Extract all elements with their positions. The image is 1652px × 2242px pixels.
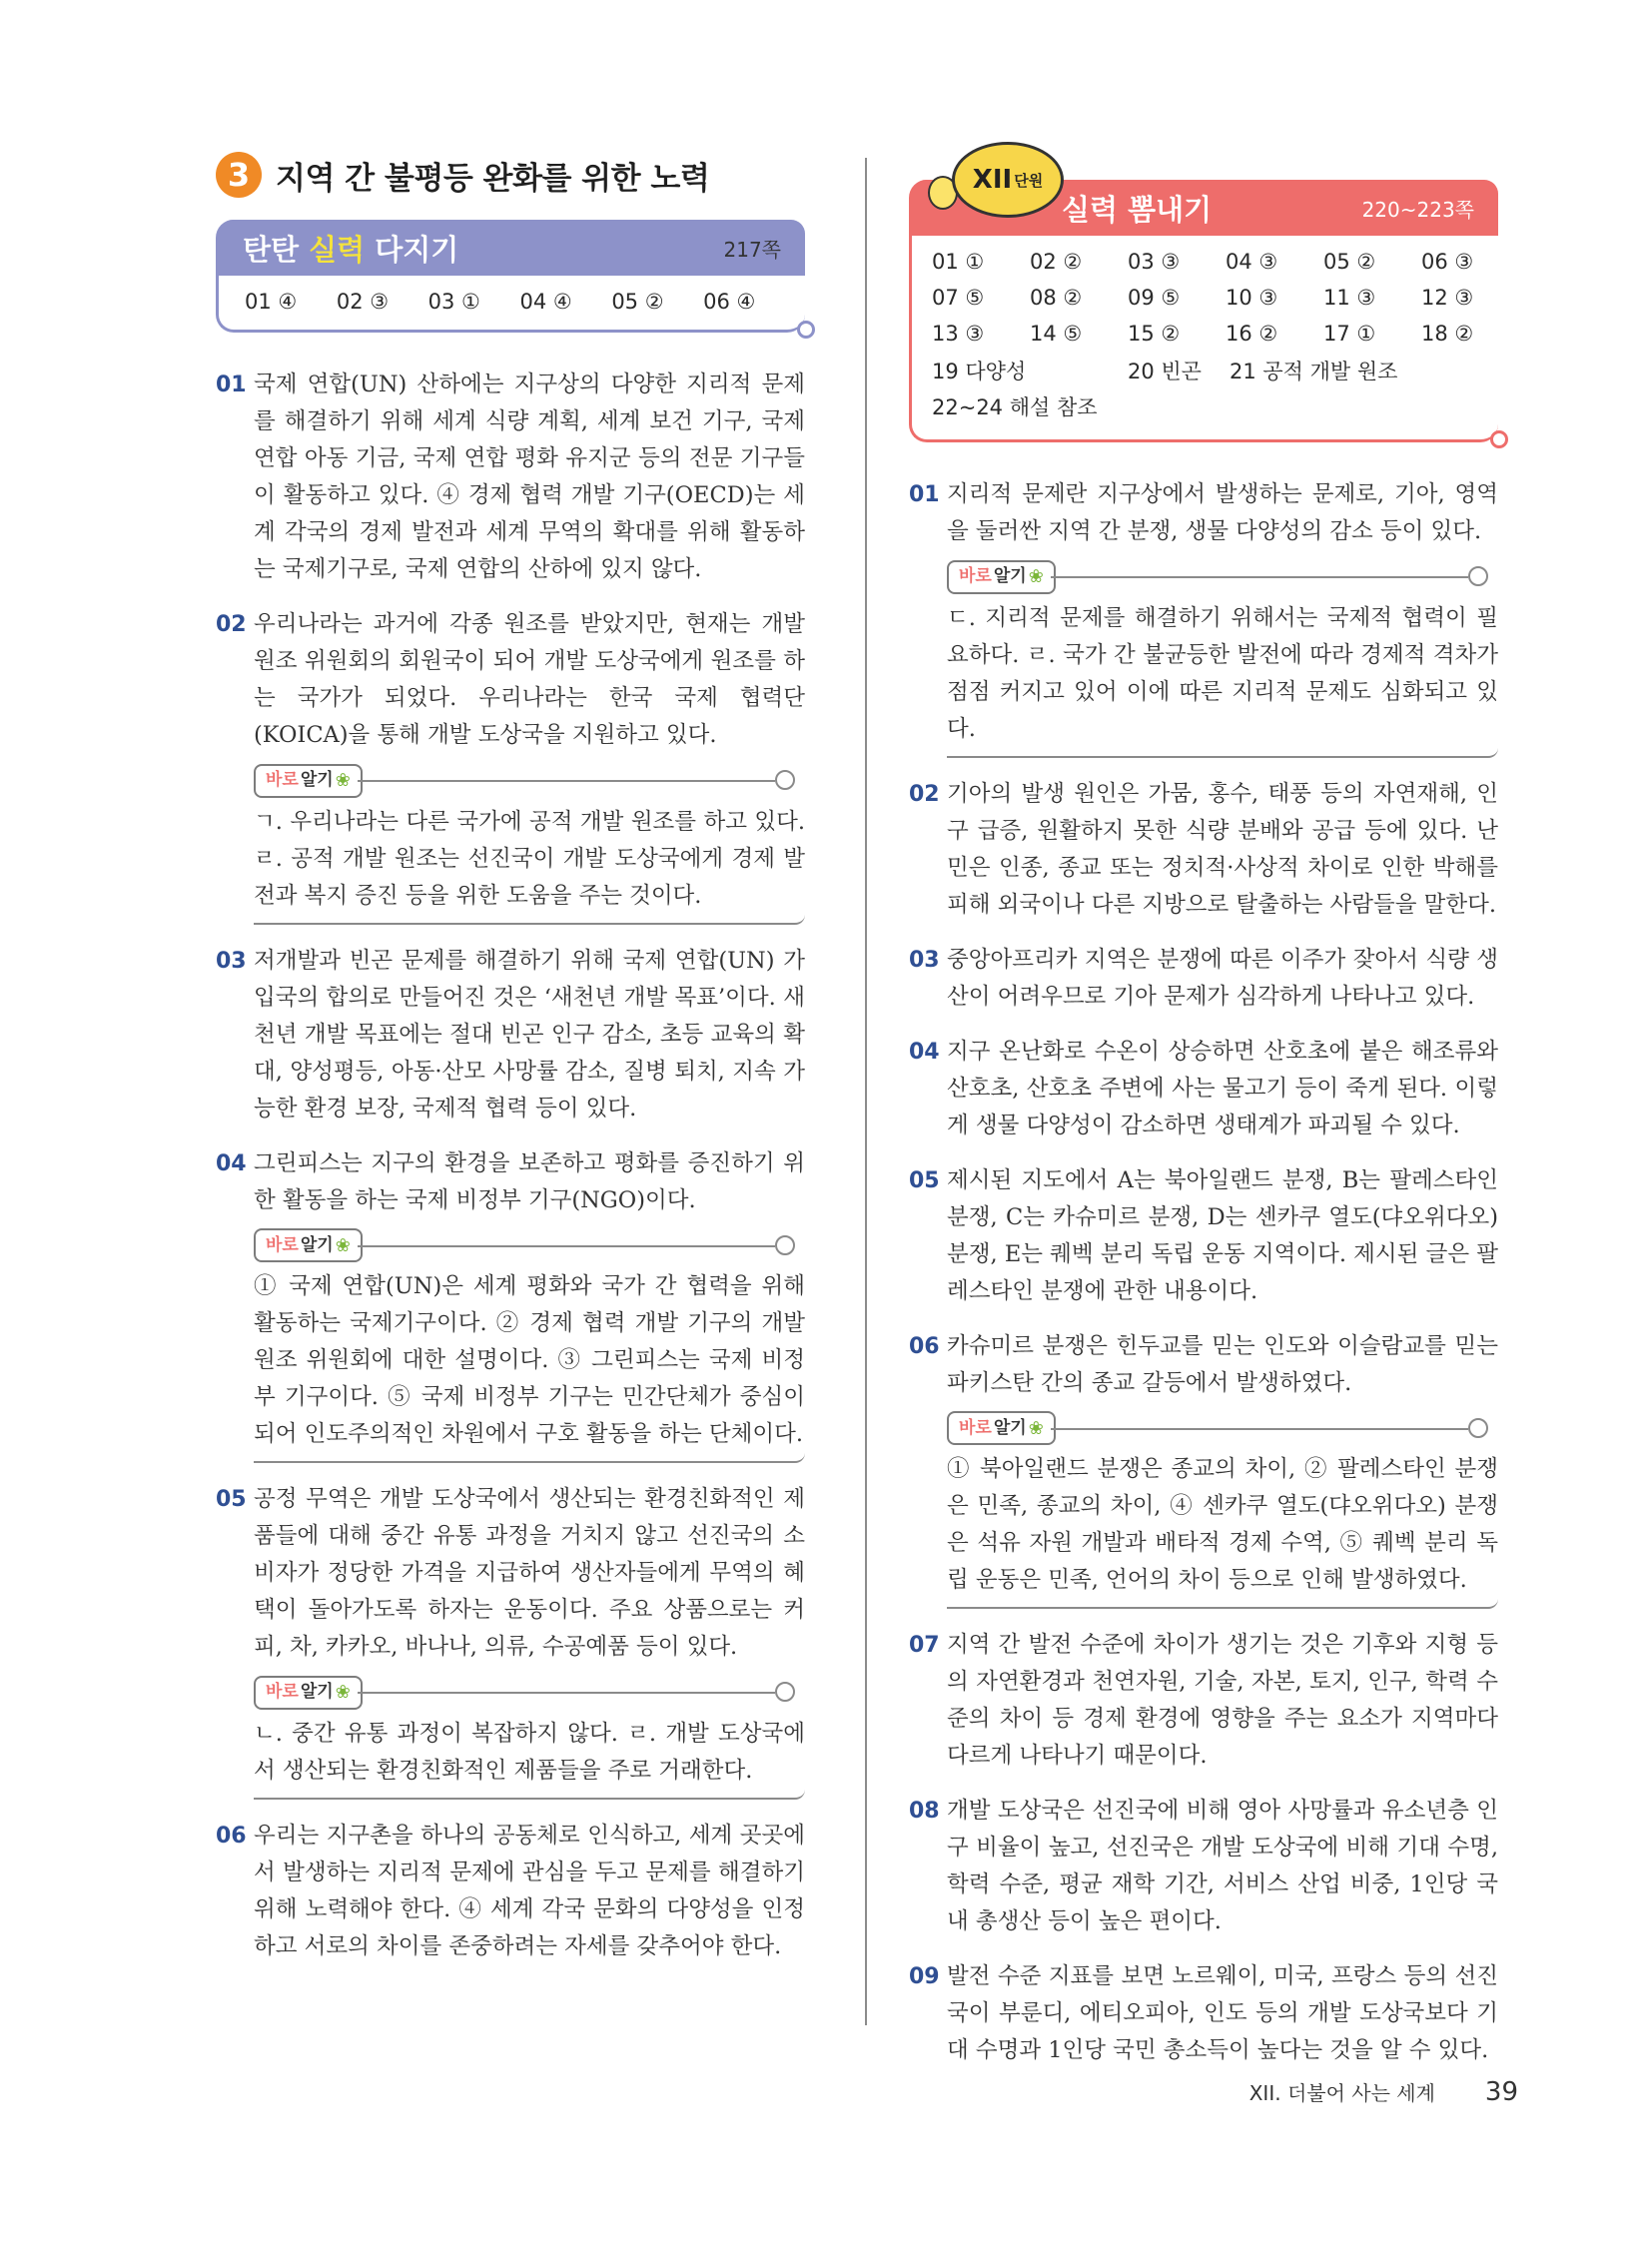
item-number: 06 [909,1333,940,1359]
item-text: 우리는 지구촌을 하나의 공동체로 인식하고, 세계 곳곳에서 발생하는 지리적 문제에 관심을 두고 문제를 해결하기 위해 노력해야 한다. ④ 세계 각국 문화의 다양성을 인정하고 서로의 차이를 존중하려는 자세를 갖추어야 한다. [254,1822,805,1959]
title-part: 뽐내기 [1118,192,1213,227]
answer-item: 02 ③ [336,290,390,314]
note-hook-icon [775,770,795,790]
note-hook-icon [1468,1418,1488,1438]
note-label [254,1228,363,1262]
answer-box-advanced [909,165,1498,442]
note-label [254,764,363,798]
explanation-list [909,476,1498,2087]
note-hook-icon [775,1235,795,1255]
item-text: 그린피스는 지구의 환경을 보존하고 평화를 증진하기 위한 활동을 하는 국제 비정부 기구(NGO)이다. [254,1149,805,1213]
answer-item: 02 ② [1030,250,1083,274]
right-column [909,150,1498,2087]
item-number: 02 [216,612,247,637]
note-label [947,560,1056,594]
note-text: ㄷ. 지리적 문제를 해결하기 위해서는 국제적 협력이 필요하다. ㄹ. 국가 간 불균등한 발전에 따라 경제적 격차가 점점 커지고 있어 이에 따른 지리적 문제도 심화되고 있다. [947,598,1498,758]
answer-item: 04 ③ [1226,250,1278,274]
item-gap [216,1127,805,1145]
answer-list [219,276,805,330]
answer-item: 07 ⑤ [932,286,985,310]
item-number: 04 [909,1039,940,1065]
note-hook-icon [775,1682,795,1702]
item-gap [909,1016,1498,1034]
item-gap [216,588,805,606]
note-rule [1051,576,1468,578]
item-gap [216,1965,805,1983]
note-rule [358,780,775,782]
footer-section-title: XII. 더불어 사는 세계 [1248,2081,1435,2105]
note-label-a: 바로 [959,1417,992,1438]
section-heading [216,150,805,200]
note-label-a: 바로 [266,1234,299,1255]
baro-algi-note [947,1408,1498,1446]
note-label [947,1411,1056,1445]
note-label [254,1676,363,1710]
item-text: 개발 도상국은 선진국에 비해 영아 사망률과 유소년층 인구 비율이 높고, 선진국은 개발 도상국에 비해 기대 수명, 학력 수준, 평균 재학 기간, 서비스 산업 비중, 1인당 국내 총생산 등이 높은 편이다. [947,1798,1498,1934]
answer-item: 19 다양성 [932,360,1027,383]
title-part: 실력 [1062,192,1119,227]
explanation-item [909,1162,1498,1310]
note-label-b: 알기 [300,1234,334,1255]
item-gap [216,1463,805,1481]
explanation-item [216,606,805,925]
answer-item: 01 ④ [245,290,298,314]
explanation-item [216,367,805,588]
item-text: 우리나라는 과거에 각종 원조를 받았지만, 현재는 개발 원조 위원회의 회원국이 되어 개발 도상국에게 원조를 하는 국가가 되었다. 우리나라는 한국 국제 협력단(KOICA)을 통해 개발 도상국을 지원하고 있다. [254,611,805,748]
baro-algi-note [254,1225,805,1263]
answer-item: 06 ③ [1421,250,1474,274]
answer-item: 05 ② [1323,250,1376,274]
baro-algi-note [254,1672,805,1710]
answer-item: 14 ⑤ [1030,322,1083,346]
note-rule [358,1245,775,1247]
page-footer [1249,2077,1518,2107]
item-gap [909,1940,1498,1958]
explanation-item [909,1958,1498,2069]
unit-badge-number: XII [972,165,1013,195]
note-rule [358,1692,775,1694]
item-number: 05 [216,1487,247,1512]
note-text: ㄱ. 우리나라는 다른 국가에 공적 개발 원조를 하고 있다. ㄹ. 공적 개발 원조는 선진국이 개발 도상국에게 경제 발전과 복지 증진 등을 위한 도움을 주는 것이다. [254,802,805,925]
note-rule [1051,1428,1468,1430]
answer-item: 11 ③ [1323,286,1376,310]
item-gap [909,1144,1498,1162]
baro-algi-note [947,556,1498,594]
sprout-icon: ❀ [1028,566,1044,587]
answer-box-basic [216,220,805,333]
explanation-item [909,1034,1498,1144]
item-gap [216,925,805,943]
explanation-item [909,1793,1498,1940]
answer-item: 12 ③ [1421,286,1474,310]
unit-badge-label: 단원 [1014,171,1044,190]
explanation-list [216,367,805,1983]
item-number: 02 [909,781,940,807]
item-gap [909,1609,1498,1627]
sprout-icon: ❀ [335,1682,351,1703]
item-text: 지역 간 발전 수준에 차이가 생기는 것은 기후와 지형 등의 자연환경과 천연자원, 기술, 자본, 토지, 인구, 학력 수준의 차이 등 경제 환경에 영향을 주는 요소가 지역마다 다르게 나타나기 때문이다. [947,1632,1498,1769]
item-gap [909,1310,1498,1328]
answer-item: 04 ④ [519,290,572,314]
answer-extra [912,352,1498,387]
baro-algi-note [254,760,805,798]
unit-badge [952,142,1064,218]
item-text: 국제 연합(UN) 산하에는 지구상의 다양한 지리적 문제를 해결하기 위해 세계 식량 계획, 세계 보건 기구, 국제 연합 아동 기금, 국제 연합 평화 유지군 등의 전문 기구들이 활동하고 있다. ④ 경제 협력 개발 기구(OECD)는 세계 각국의 경제 발전과 세계 무역의 확대를 위해 활동하는 국제기구로, 국제 연합의 산하에 있지 않다. [254,372,805,582]
note-label-b: 알기 [993,566,1027,586]
note-label-b: 알기 [300,1682,334,1702]
explanation-item [909,776,1498,924]
item-gap [909,1775,1498,1793]
section-number-badge: 3 [216,152,262,198]
item-number: 04 [216,1150,247,1176]
answer-note: 22~24 해설 참조 [932,395,1098,419]
item-gap [216,1800,805,1818]
answer-box-title [243,228,458,269]
box-corner-dot [797,321,815,339]
answer-item: 01 ① [932,250,985,274]
explanation-item [216,1818,805,1965]
item-number: 09 [909,1964,940,1989]
item-number: 07 [909,1633,940,1658]
answer-item: 08 ② [1030,286,1083,310]
answer-box-pages: 217쪽 [723,237,781,262]
answer-item: 03 ① [427,290,480,314]
answer-grid [912,236,1498,352]
explanation-item [909,1328,1498,1610]
title-highlight: 실력 [309,232,366,267]
answer-item: 15 ② [1128,322,1181,346]
note-label-b: 알기 [300,770,334,790]
section-title: 지역 간 불평등 완화를 위한 노력 [276,160,710,197]
title-part: 다지기 [365,232,459,267]
answer-box-title [1062,188,1212,229]
explanation-item [216,1145,805,1464]
column-divider [865,158,867,2025]
note-text: ① 북아일랜드 분쟁은 종교의 차이, ② 팔레스타인 분쟁은 민족, 종교의 차이, ④ 센카쿠 열도(댜오위다오) 분쟁은 석유 자원 개발과 배타적 경제 수역, ⑤ 퀘벡 분리 독립 운동은 민족, 언어의 차이 등으로 인해 발생하였다. [947,1449,1498,1609]
answer-item: 10 ③ [1226,286,1278,310]
answer-item: 03 ③ [1128,250,1181,274]
answer-item: 06 ④ [703,290,756,314]
note-label-a: 바로 [959,566,992,586]
item-gap [909,924,1498,942]
answer-item: 20 빈곤 [1128,360,1202,383]
item-number: 05 [909,1167,940,1193]
explanation-item [909,1627,1498,1775]
answer-item: 17 ① [1323,322,1376,346]
answer-item: 18 ② [1421,322,1474,346]
explanation-item [216,943,805,1127]
answer-item: 16 ② [1226,322,1278,346]
note-label-a: 바로 [266,1682,299,1702]
item-number: 06 [216,1823,247,1849]
explanation-item [909,476,1498,758]
item-text: 지구 온난화로 수온이 상승하면 산호초에 붙은 해조류와 산호초, 산호초 주변에 사는 물고기 등이 죽게 된다. 이렇게 생물 다양성이 감소하면 생태계가 파괴될 수 있다. [947,1038,1498,1138]
item-number: 03 [909,947,940,973]
sprout-icon: ❀ [335,1234,351,1256]
answer-item: 13 ③ [932,322,985,346]
explanation-item [909,942,1498,1016]
title-part: 탄탄 [243,232,310,267]
item-text: 중앙아프리카 지역은 분쟁에 따른 이주가 잦아서 식량 생산이 어려우므로 기아 문제가 심각하게 나타나고 있다. [947,946,1498,1010]
answer-item: 21 공적 개발 원조 [1229,360,1398,383]
explanation-item [216,1481,805,1800]
item-number: 01 [909,482,940,507]
item-text: 발전 수준 지표를 보면 노르웨이, 미국, 프랑스 등의 선진국이 부룬디, 에티오피아, 인도 등의 개발 도상국보다 기대 수명과 1인당 국민 총소득이 높다는 것을 알 수 있다. [947,1963,1498,2063]
item-number: 01 [216,373,247,397]
item-text: 카슈미르 분쟁은 힌두교를 믿는 인도와 이슬람교를 믿는 파키스탄 간의 종교 갈등에서 발생하였다. [947,1332,1498,1396]
item-text: 공정 무역은 개발 도상국에서 생산되는 환경친화적인 제품들에 대해 중간 유통 과정을 거치지 않고 선진국의 소비자가 정당한 가격을 지급하여 생산자들에게 무역의 혜택이 돌아가도록 하자는 운동이다. 주요 상품으로는 커피, 차, 카카오, 바나나, 의류, 수공예품 등이 있다. [254,1486,805,1660]
item-text: 저개발과 빈곤 문제를 해결하기 위해 국제 연합(UN) 가입국의 합의로 만들어진 것은 ‘새천년 개발 목표’이다. 새천년 개발 목표에는 절대 빈곤 인구 감소, 초등 교육의 확대, 양성평등, 아동·산모 사망률 감소, 질병 퇴치, 지속 가능한 환경 보장, 국제적 협력 등이 있다. [254,947,805,1121]
item-gap [909,758,1498,776]
note-hook-icon [1468,566,1488,586]
item-number: 03 [216,948,247,974]
sprout-icon: ❀ [1028,1417,1044,1439]
sprout-icon: ❀ [335,770,351,791]
answer-item: 09 ⑤ [1128,286,1181,310]
page-number: 39 [1484,2077,1518,2107]
answer-box-header [219,220,805,276]
item-text: 기아의 발생 원인은 가뭄, 홍수, 태풍 등의 자연재해, 인구 급증, 원활하지 못한 식량 분배와 공급 등에 있다. 난민은 인종, 종교 또는 정치적·사상적 차이로 인한 박해를 피해 외국이나 다른 지방으로 탈출하는 사람들을 말한다. [947,780,1498,918]
note-label-b: 알기 [993,1417,1027,1438]
note-label-a: 바로 [266,770,299,790]
box-corner-dot [1490,430,1508,448]
left-column [216,150,805,1983]
note-text: ㄴ. 중간 유통 과정이 복잡하지 않다. ㄹ. 개발 도상국에서 생산되는 환경친화적인 제품들을 주로 거래한다. [254,1714,805,1800]
note-text: ① 국제 연합(UN)은 세계 평화와 국가 간 협력을 위해 활동하는 국제기구이다. ② 경제 협력 개발 기구의 개발 원조 위원회에 대한 설명이다. ③ 그린피스는 국제 비정부 기구이다. ⑤ 국제 비정부 기구는 민간단체가 중심이 되어 인도주의적인 차원에서 구호 활동을 하는 단체이다. [254,1266,805,1463]
answer-box-pages: 220~223쪽 [1361,197,1474,222]
item-number: 08 [909,1799,940,1824]
item-text: 제시된 지도에서 A는 북아일랜드 분쟁, B는 팔레스타인 분쟁, C는 카슈미르 분쟁, D는 센카쿠 열도(댜오위다오) 분쟁, E는 퀘벡 분리 독립 운동 지역이다. 제시된 글은 팔레스타인 분쟁에 관한 내용이다. [947,1166,1498,1304]
item-text: 지리적 문제란 지구상에서 발생하는 문제로, 기아, 영역을 둘러싼 지역 간 분쟁, 생물 다양성의 감소 등이 있다. [947,481,1498,544]
answer-item: 05 ② [611,290,664,314]
